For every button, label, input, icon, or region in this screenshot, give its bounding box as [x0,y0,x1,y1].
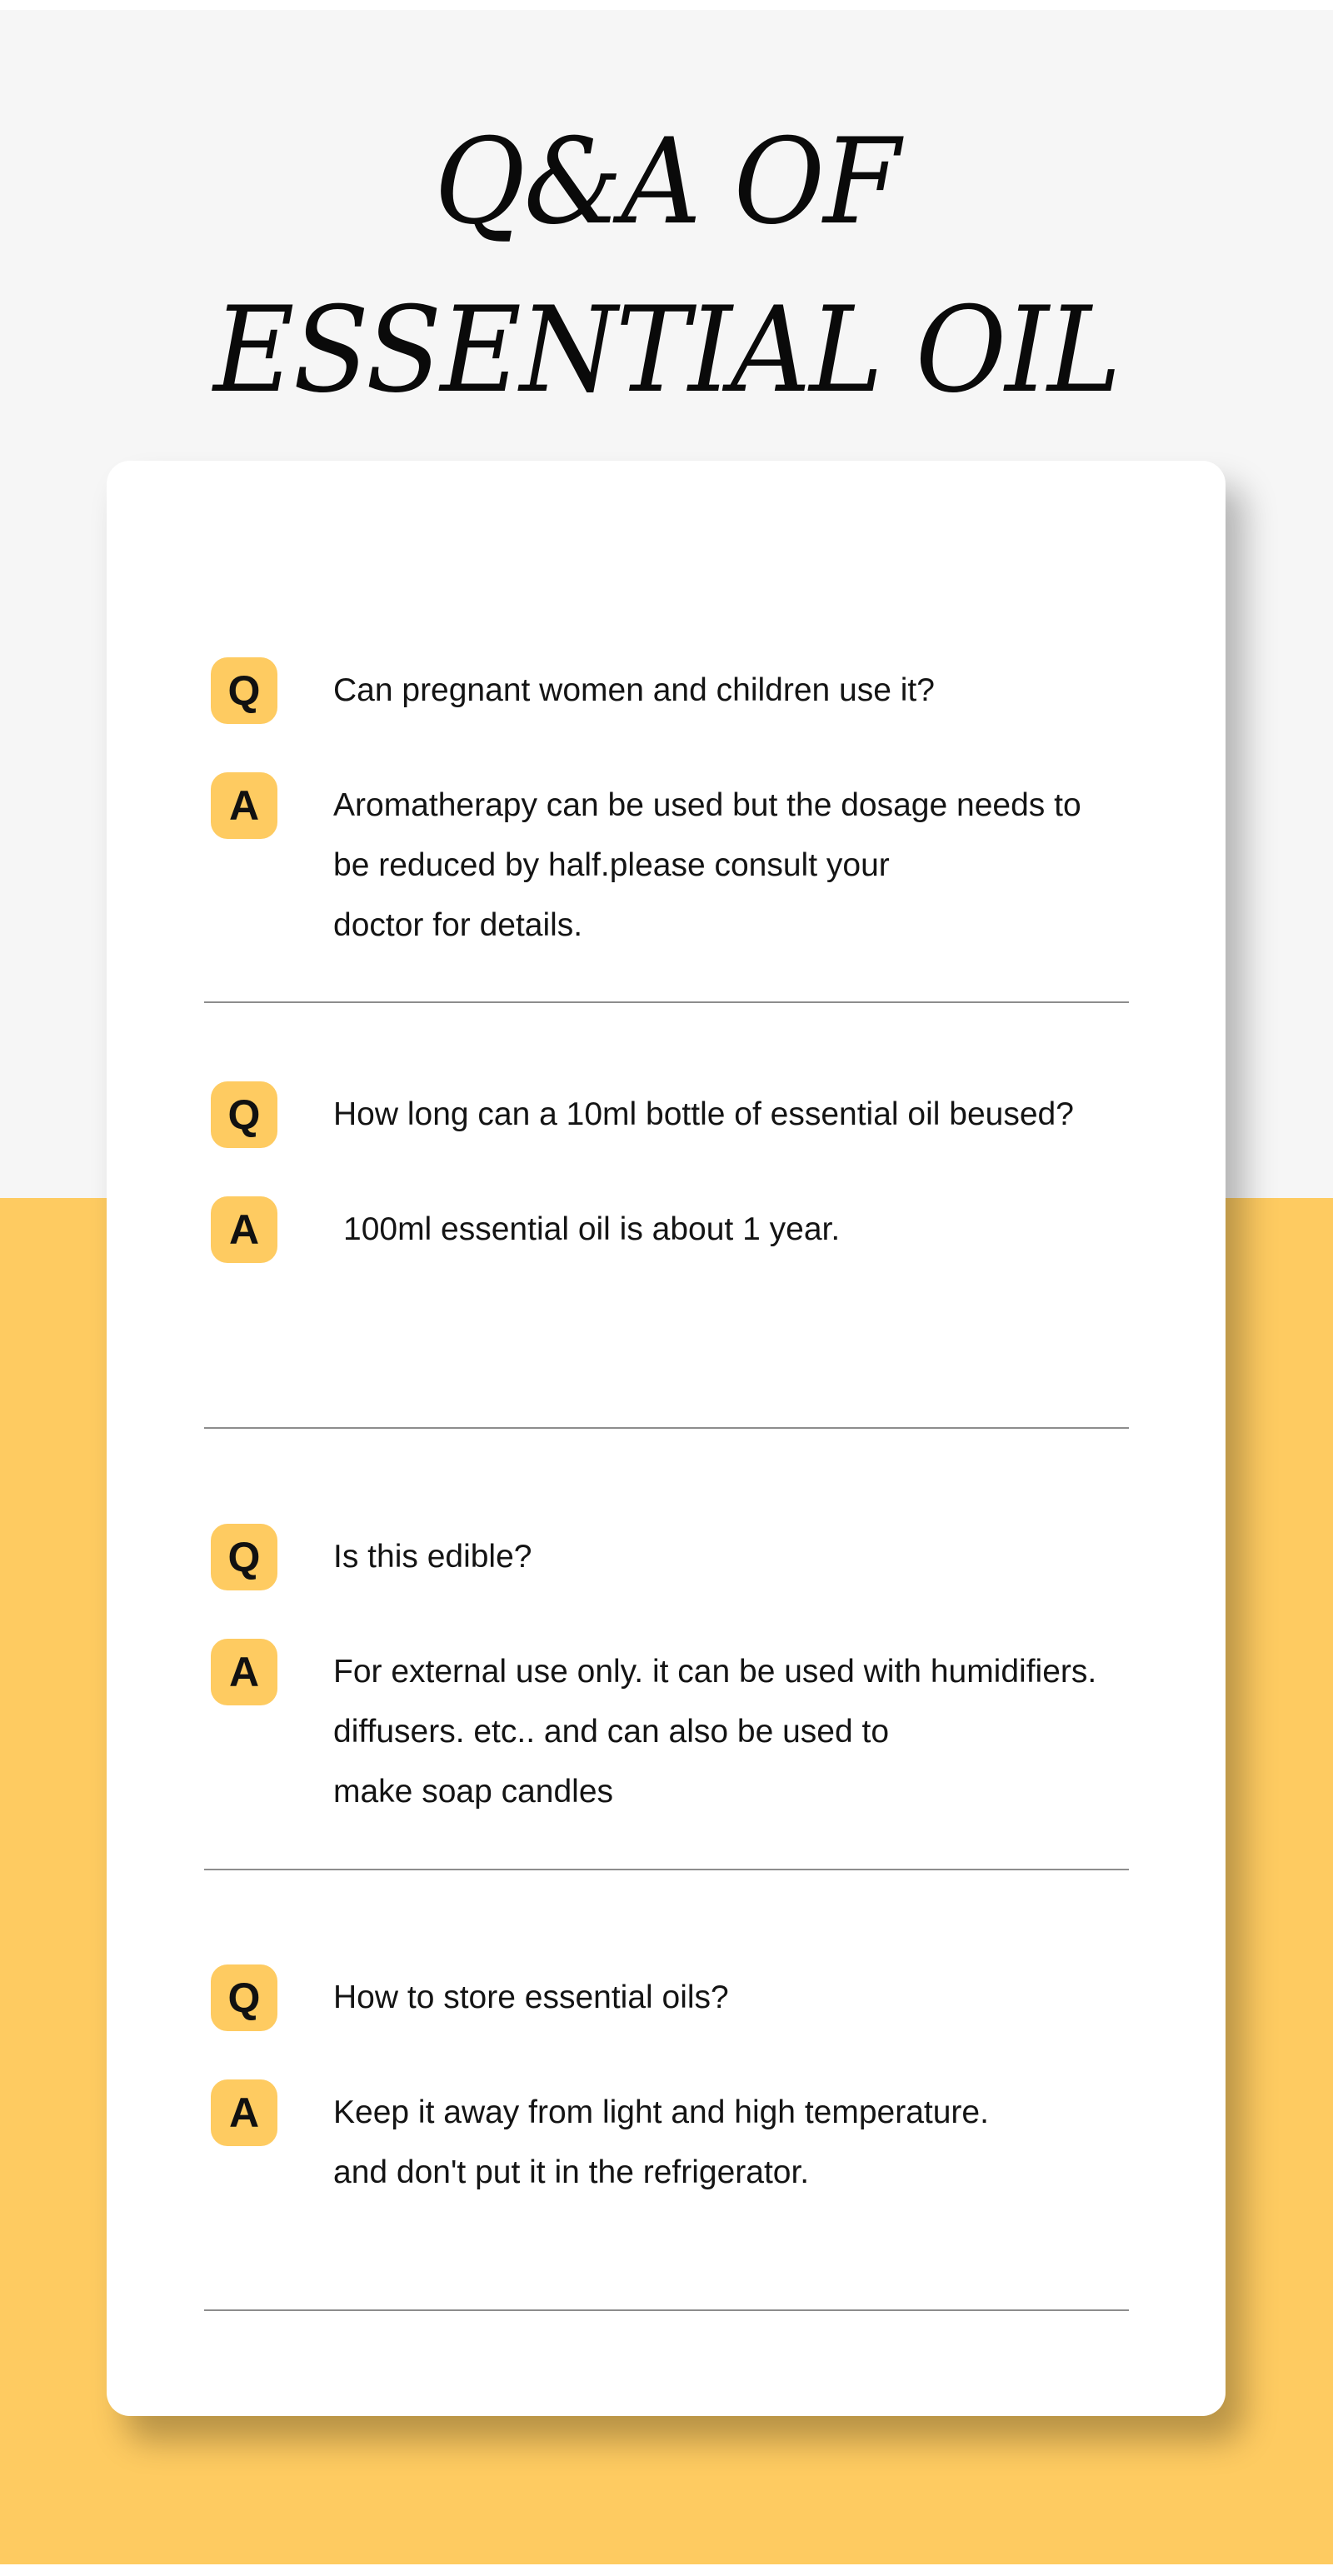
answer-line: 100ml essential oil is about 1 year. [343,1211,841,1247]
question-badge: Q [211,1964,277,2031]
question-badge: Q [211,1524,277,1590]
qa-card [107,461,1226,2416]
page-title-line-1: Q&A OF [434,113,899,251]
question-badge: Q [211,1081,277,1148]
answer-badge: A [211,772,277,839]
question-text: Is this edible? [333,1539,532,1575]
page-title [40,98,1293,435]
answer-text [333,1642,1200,1822]
answer-line: Keep it away from light and high temperature. [333,2094,989,2130]
question-text: How long can a 10ml bottle of essential oil beused? [333,1096,1074,1132]
answer-badge: A [211,2079,277,2146]
question-badge: Q [211,657,277,724]
page-title-line-2: ESSENTIAL OIL [213,282,1120,419]
divider [204,1427,1129,1429]
answer-badge: A [211,1196,277,1263]
answer-line: make soap candles [333,1774,614,1810]
question-text: How to store essential oils? [333,1979,729,2015]
answer-text [333,776,1200,956]
answer-line: For external use only. it can be used with humidifiers. [333,1654,1097,1690]
divider [204,1001,1129,1003]
answer-line: and don't put it in the refrigerator. [333,2154,810,2190]
divider [204,1869,1129,1870]
question-text: Can pregnant women and children use it? [333,672,935,708]
answer-line: Aromatherapy can be used but the dosage needs to [333,787,1081,823]
answer-text [333,2083,1200,2203]
divider [204,2309,1129,2311]
answer-line: be reduced by half.please consult your [333,847,890,883]
answer-text [343,1200,1210,1260]
answer-badge: A [211,1639,277,1705]
answer-line: doctor for details. [333,907,583,943]
answer-line: diffusers. etc.. and can also be used to [333,1714,890,1750]
